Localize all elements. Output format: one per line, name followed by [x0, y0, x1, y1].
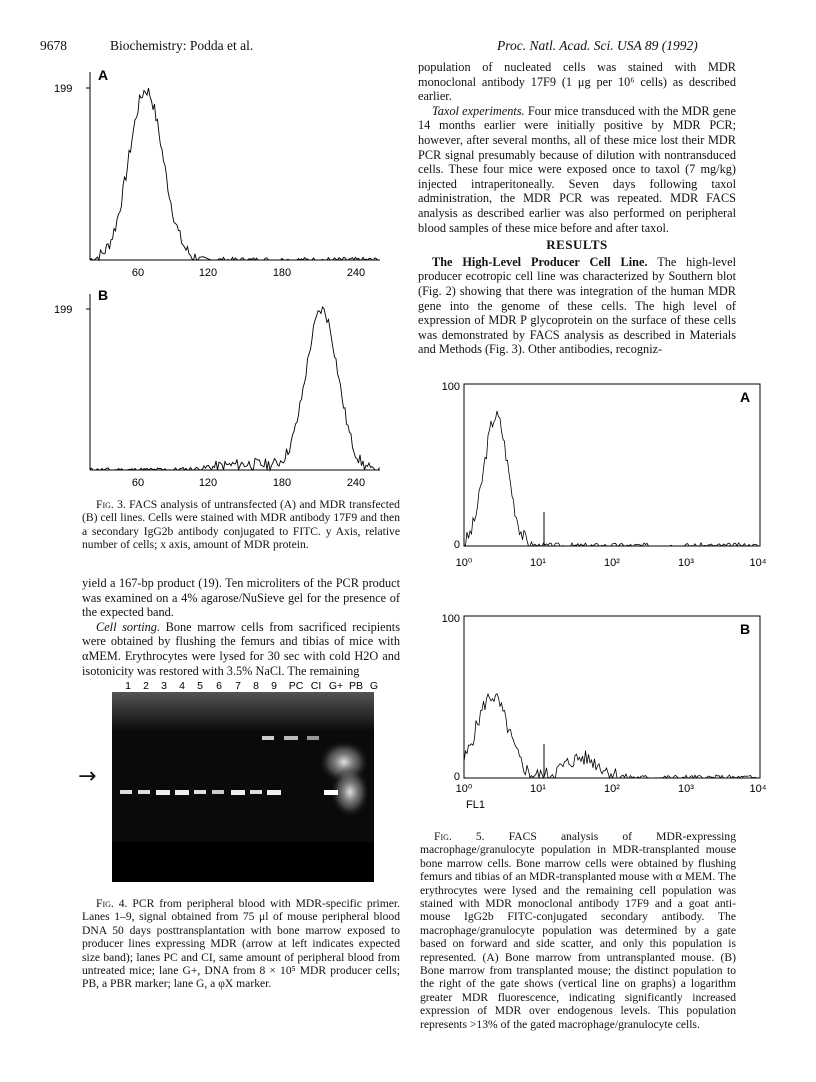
- page-number: 9678: [40, 38, 67, 53]
- right-column-text: [418, 60, 736, 357]
- fig3b-x-tick: 180: [272, 477, 292, 489]
- fig5a-x-tick: 10⁰: [455, 557, 473, 569]
- fig3a-histogram: [90, 88, 380, 260]
- lane-label: 5: [197, 680, 203, 692]
- fig4-caption-lead: Fig. 4.: [96, 897, 128, 910]
- lane-label: PB: [348, 680, 364, 692]
- lane-label: 1: [125, 680, 131, 692]
- lane-label: 4: [179, 680, 185, 692]
- lane-label: CI: [310, 680, 322, 692]
- fig3b-x-tick: 120: [198, 477, 218, 489]
- lane-label: 7: [235, 680, 241, 692]
- journal-reference: Proc. Natl. Acad. Sci. USA 89 (1992): [497, 38, 698, 53]
- lane-label: 2: [143, 680, 149, 692]
- fig5a-x-tick: 10⁴: [749, 557, 767, 569]
- gel-band: [120, 790, 132, 794]
- taxol-heading: Taxol experiments.: [432, 103, 525, 118]
- cell-sorting-heading: Cell sorting.: [96, 619, 161, 634]
- fig4-gel-image: [112, 692, 374, 882]
- fig5a-x-tick: 10¹: [530, 557, 546, 569]
- journal-section: Biochemistry: Podda et al.: [110, 38, 254, 53]
- fig3-caption: [82, 498, 400, 552]
- fig5b-histogram: [464, 694, 760, 778]
- fig5a-y-bottom: 0: [453, 539, 460, 551]
- fig5b-y-top: 100: [441, 613, 460, 625]
- lane-label: 3: [161, 680, 167, 692]
- fig3-panel-b: [50, 284, 395, 500]
- gel-band: [324, 790, 338, 795]
- fig3-caption-lead: Fig. 3.: [96, 498, 126, 511]
- fig5-caption-lead: Fig. 5.: [434, 830, 485, 843]
- fig3a-label: A: [98, 67, 109, 83]
- lane-label: 9: [271, 680, 277, 692]
- left-column-text: [82, 576, 400, 678]
- lane-label: 6: [216, 680, 222, 692]
- fig5b-label: B: [740, 621, 751, 637]
- gel-band: [175, 790, 189, 795]
- left-paragraph-2: Bone marrow cells from sacrificed recipients were obtained by flushing the femurs and tibias of mice with αMEM. Erythrocytes were lysed for 30 sec with cold H2O and isotonicity was restored with 3.5% NaCl. The remaining: [82, 619, 400, 678]
- fig3b-label: B: [98, 287, 109, 303]
- gel-band: [156, 790, 170, 795]
- fig4-caption-text: PCR from peripheral blood with MDR-specific primer. Lanes 1–9, signal obtained from 75 μl of mouse peripheral blood DNA 50 days posttransplantation with bone marrow exposed to producer lines expressing MDR (arrow at left indicates expected size band); lanes PC and CI, same amount of peripheral blood from untreated mice; lane G+, DNA from 8 × 10⁵ MDR producer cells; PB, a PBR marker; lane G, a φX marker.: [82, 897, 400, 991]
- fig5b-x-tick: 10⁰: [455, 783, 473, 795]
- lane-label: 8: [253, 680, 259, 692]
- right-paragraph-2: Four mice transduced with the MDR gene 14 months earlier were initially positive by MDR PCR; however, after several months, all of these mice lost their MDR PCR signal presumably because of dilution with nontransduced cells. These four mice were exposed once to taxol (7 mg/kg) injected intraperitoneally. Seven days following taxol administration, the MDR PCR was repeated. MDR FACS analysis as described earlier was also performed on peripheral blood samples of these mice before and after taxol.: [418, 103, 736, 235]
- lane-label: PC: [288, 680, 304, 692]
- gel-band: [194, 790, 206, 794]
- right-paragraph-1: population of nucleated cells was stained with MDR monoclonal antibody 17F9 (1 μg per 10⁶ cells) as described earlier.: [418, 60, 736, 104]
- gel-band: [231, 790, 245, 795]
- producer-cell-line-heading: The High-Level Producer Cell Line.: [432, 254, 648, 269]
- results-heading: RESULTS: [546, 237, 608, 253]
- fig5b-x-tick: 10³: [678, 783, 694, 795]
- fig4-caption: [82, 897, 400, 991]
- fig5b-x-tick: 10²: [604, 783, 620, 795]
- fig3b-histogram: [90, 307, 380, 470]
- fig5-caption: [420, 830, 736, 1031]
- fig3-caption-text: FACS analysis of untransfected (A) and MDR transfected (B) cell lines. Cells were stained with MDR antibody 17F9 and then a secondary IgG2b antibody conjugated to FITC. y Axis, relative number of cells; x axis, amount of MDR protein.: [82, 498, 400, 552]
- fig5a-x-tick: 10²: [604, 557, 620, 569]
- right-paragraph-3: The high-level producer ecotropic cell line was characterized by Southern blot (Fig. 2) showing that there was integration of the human MDR gene into the genome of these cells. The high level of expression of MDR P glycoprotein on the surface of these cells was demonstrated by FACS analysis as described in Materials and Methods (Fig. 3). Other antibodies, recogniz-: [418, 254, 737, 357]
- fig5a-y-top: 100: [441, 381, 460, 393]
- fig3a-y-max: 199: [54, 83, 73, 95]
- fig5-caption-text: FACS analysis of MDR-expressing macrophage/granulocyte population in MDR-transplanted mouse bone marrow cells. Bone marrow cells were obtained by flushing femurs and tibias of an MDR-transplanted mouse with α MEM. The erythrocytes were lysed and the remaining cell population was stained with MDR monoclonal antibody 17F9 and a goat anti-mouse IgG2b FITC-conjugated secondary antibody. The macrophage/granulocyte population was determined by a gate based on forward and side scatter, and only this population is represented. (A) Bone marrow from untransplanted mouse. (B) Bone marrow from transplanted mouse; the distinct population to the right of the gate shows (vertical line on graphs) a logarithm greater MDR fluorescence, indicating significantly increased expression of MDR over endogenous levels. This population represents >13% of the gated macrophage/granulocyte cells.: [420, 830, 736, 1031]
- fig5-panel-a: [440, 380, 770, 580]
- fig3b-x-tick: 240: [346, 477, 366, 489]
- fig3b-x-tick: 60: [131, 477, 145, 489]
- lane-label: G+: [328, 680, 344, 692]
- gel-band: [250, 790, 262, 794]
- expected-band-arrow-icon: →: [78, 764, 97, 789]
- fig3b-y-max: 199: [54, 304, 73, 316]
- gel-band: [138, 790, 150, 794]
- fig3a-x-tick: 120: [198, 267, 218, 277]
- gel-band: [267, 790, 281, 795]
- fig5-x-label: FL1: [466, 799, 485, 811]
- fig5-panel-b: [440, 612, 770, 822]
- fig5a-x-tick: 10³: [678, 557, 694, 569]
- gel-band: [212, 790, 224, 794]
- fig5b-y-bottom: 0: [453, 771, 460, 783]
- fig3a-x-tick: 240: [346, 267, 366, 277]
- fig5a-histogram: [464, 411, 760, 546]
- fig5a-label: A: [740, 389, 751, 405]
- fig5b-x-tick: 10⁴: [749, 783, 767, 795]
- fig5b-x-tick: 10¹: [530, 783, 546, 795]
- fig3a-x-tick: 60: [131, 267, 145, 277]
- left-paragraph-1: yield a 167-bp product (19). Ten microliters of the PCR product was examined on a 4% agarose/NuSieve gel for the presence of the expected band.: [82, 576, 400, 620]
- fig3a-x-tick: 180: [272, 267, 292, 277]
- fig3-panel-a: [50, 62, 395, 277]
- lane-label: G: [369, 680, 379, 692]
